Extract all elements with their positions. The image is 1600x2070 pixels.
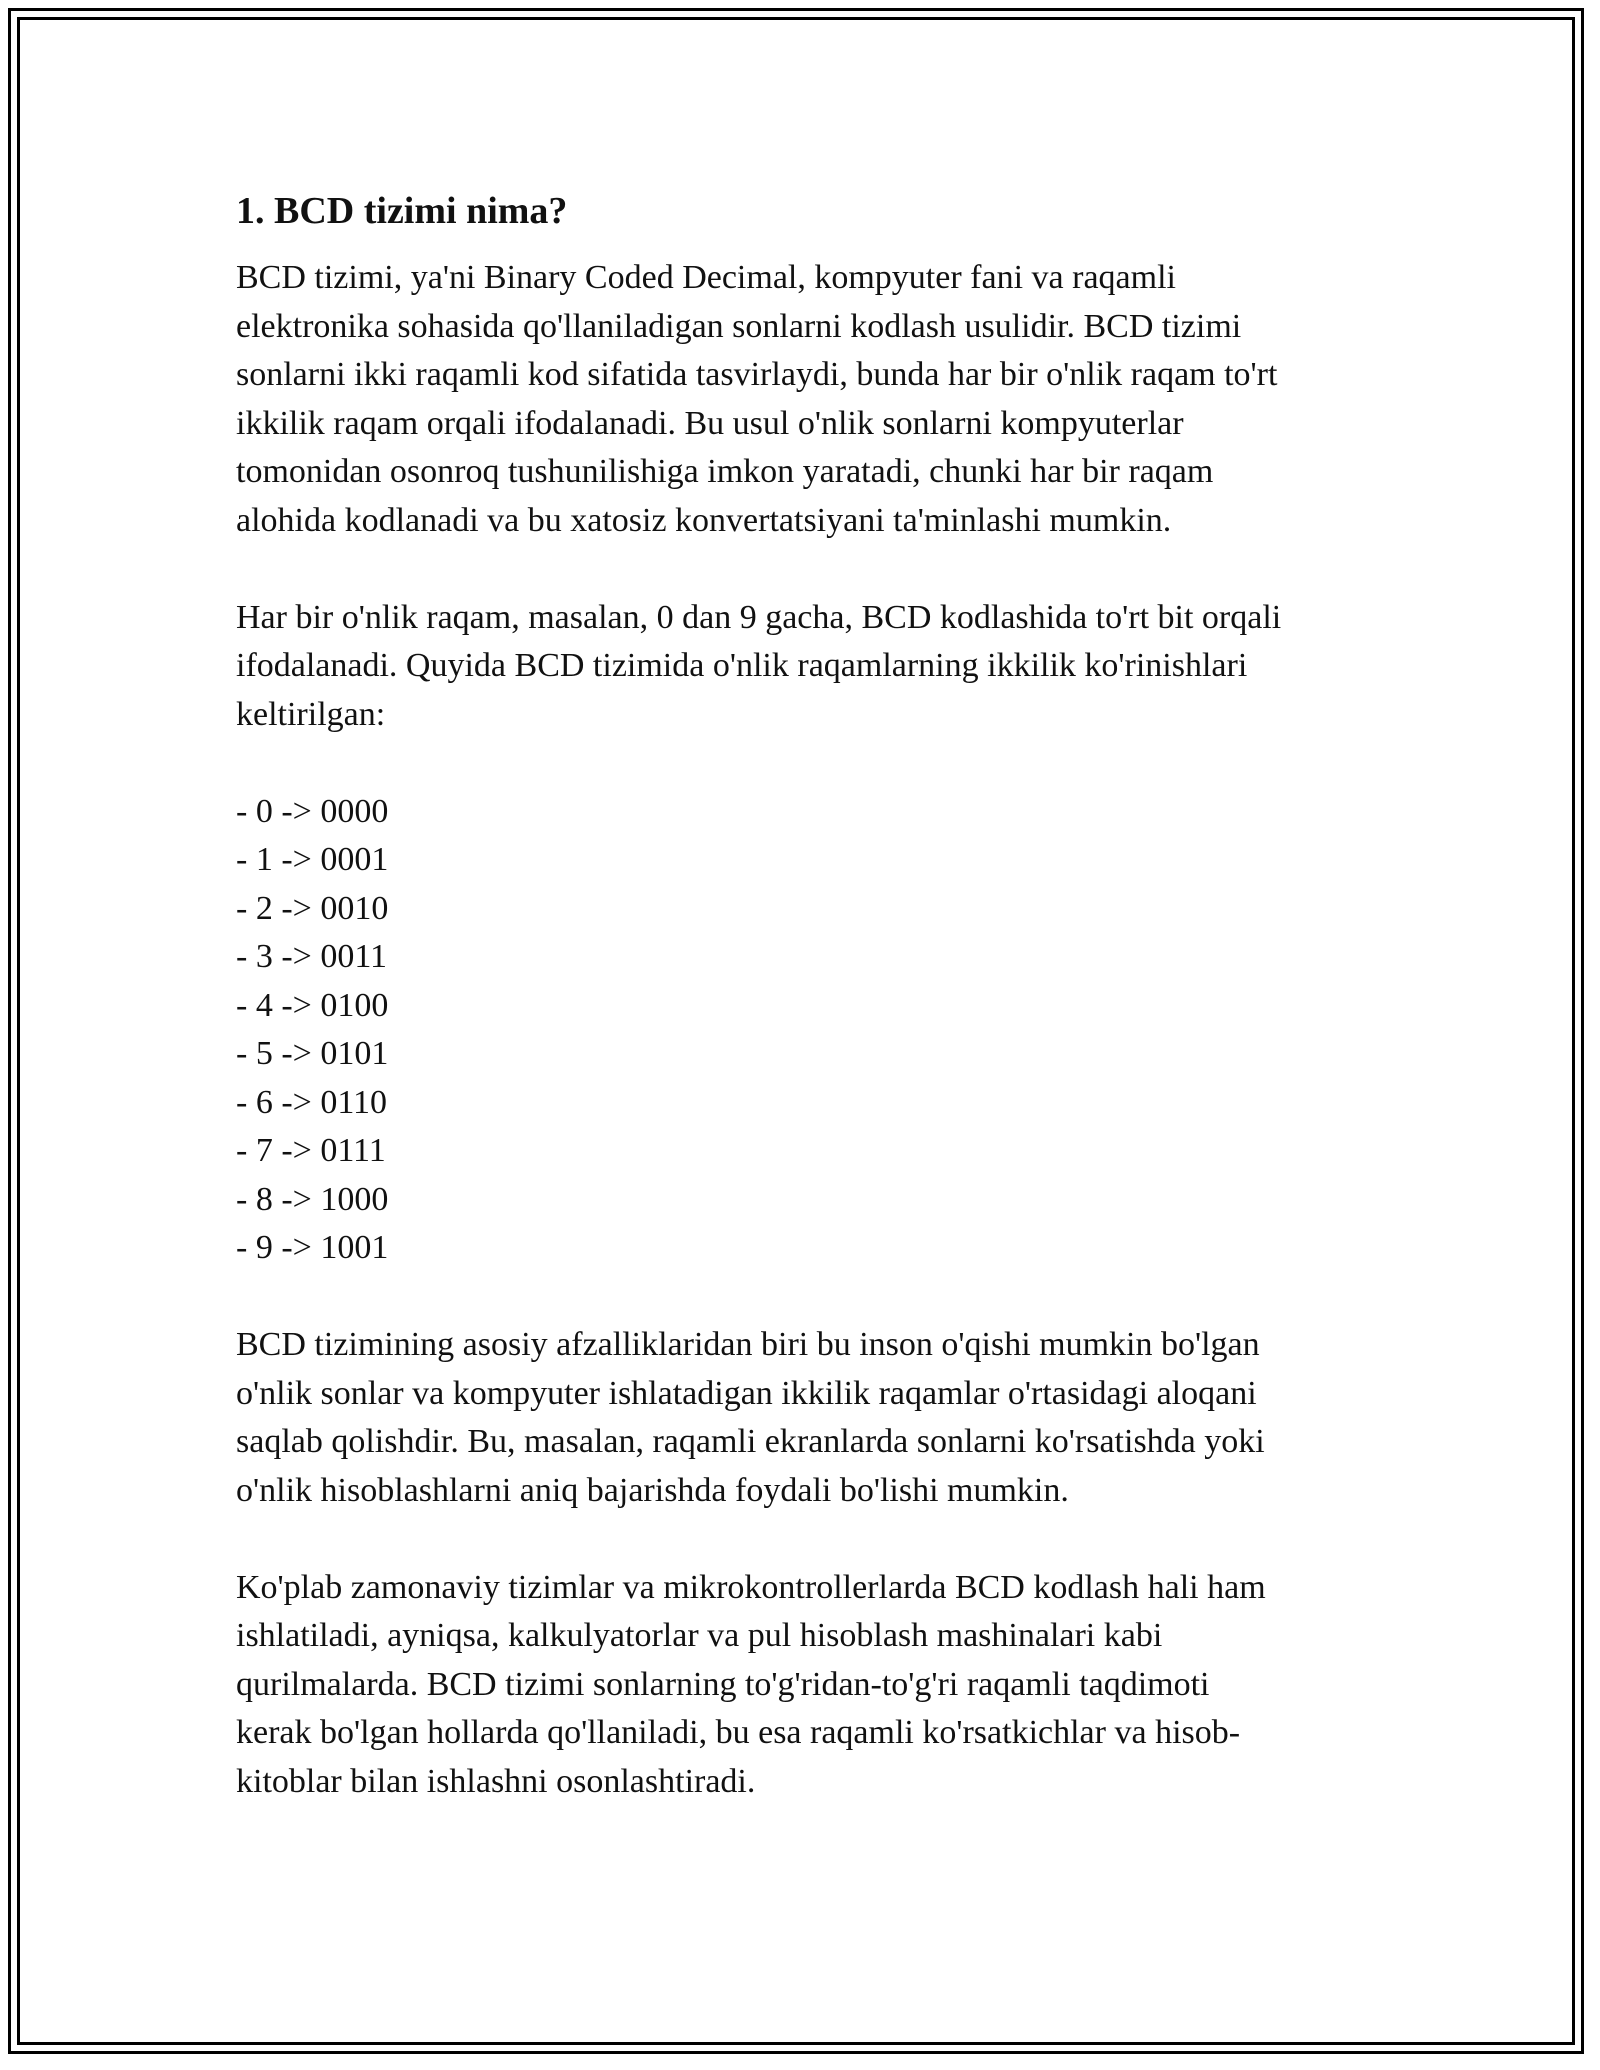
- list-item: - 2 -> 0010: [236, 889, 389, 927]
- paragraph-usage: Ko'plab zamonaviy tizimlar va mikrokontrollerlarda BCD kodlash hali ham ishlatiladi, ayniqsa, kalkulyatorlar va pul hisoblash mashinalari kabi qurilmalarda. BCD tizimi sonlarning to'g'ridan-to'g'ri raqamli taqdimoti kerak bo'lgan hollarda qo'llaniladi, bu esa raqamli ko'rsatkichlar va hisob- kitoblar bilan ishlashni osonlashtiradi.: [236, 1568, 1266, 1800]
- list-item: - 7 -> 0111: [236, 1132, 386, 1169]
- list-item: - 5 -> 0101: [236, 1035, 389, 1072]
- paragraph-intro: BCD tizimi, ya'ni Binary Coded Decimal, kompyuter fani va raqamli elektronika sohasida qo'llaniladigan sonlarni kodlash usulidir. BCD tizimi sonlarni ikki raqamli kod sifatida tasvirlaydi, bunda har bir o'nlik raqam to'rt ikkilik raqam orqali ifodalanadi. Bu usul o'nlik sonlarni kompyuterlar tomonidan osonroq tushunilishiga imkon yaratadi, chunki har bir raqam alohida kodlanadi va bu xatosiz konvertatsiyani ta'minlashi mumkin.: [236, 259, 1278, 539]
- list-item: - 9 -> 1001: [236, 1229, 389, 1266]
- list-item: - 8 -> 1000: [236, 1180, 389, 1218]
- list-item: - 4 -> 0100: [236, 986, 389, 1024]
- list-item: - 6 -> 0110: [236, 1083, 388, 1121]
- bcd-code-list: [236, 788, 1376, 1273]
- paragraph-advantages: BCD tizimining asosiy afzalliklaridan biri bu inson o'qishi mumkin bo'lgan o'nlik sonlar va kompyuter ishlatadigan ikkilik raqamlar o'rtasidagi aloqani saqlab qolishdir. Bu, masalan, raqamli ekranlarda sonlarni ko'rsatishda yoki o'nlik hisoblashlarni aniq bajarishda foydali bo'lishi mumkin.: [236, 1326, 1265, 1509]
- document-body: [236, 186, 1376, 1855]
- paragraph-encoding: Har bir o'nlik raqam, masalan, 0 dan 9 gacha, BCD kodlashida to'rt bit orqali ifodalanadi. Quyida BCD tizimida o'nlik raqamlarning ikkilik ko'rinishlari keltirilgan:: [236, 598, 1282, 733]
- list-item: - 3 -> 0011: [236, 938, 388, 975]
- list-item: - 1 -> 0001: [236, 841, 389, 878]
- section-heading: 1. BCD tizimi nima?: [236, 190, 568, 232]
- list-item: - 0 -> 0000: [236, 792, 389, 830]
